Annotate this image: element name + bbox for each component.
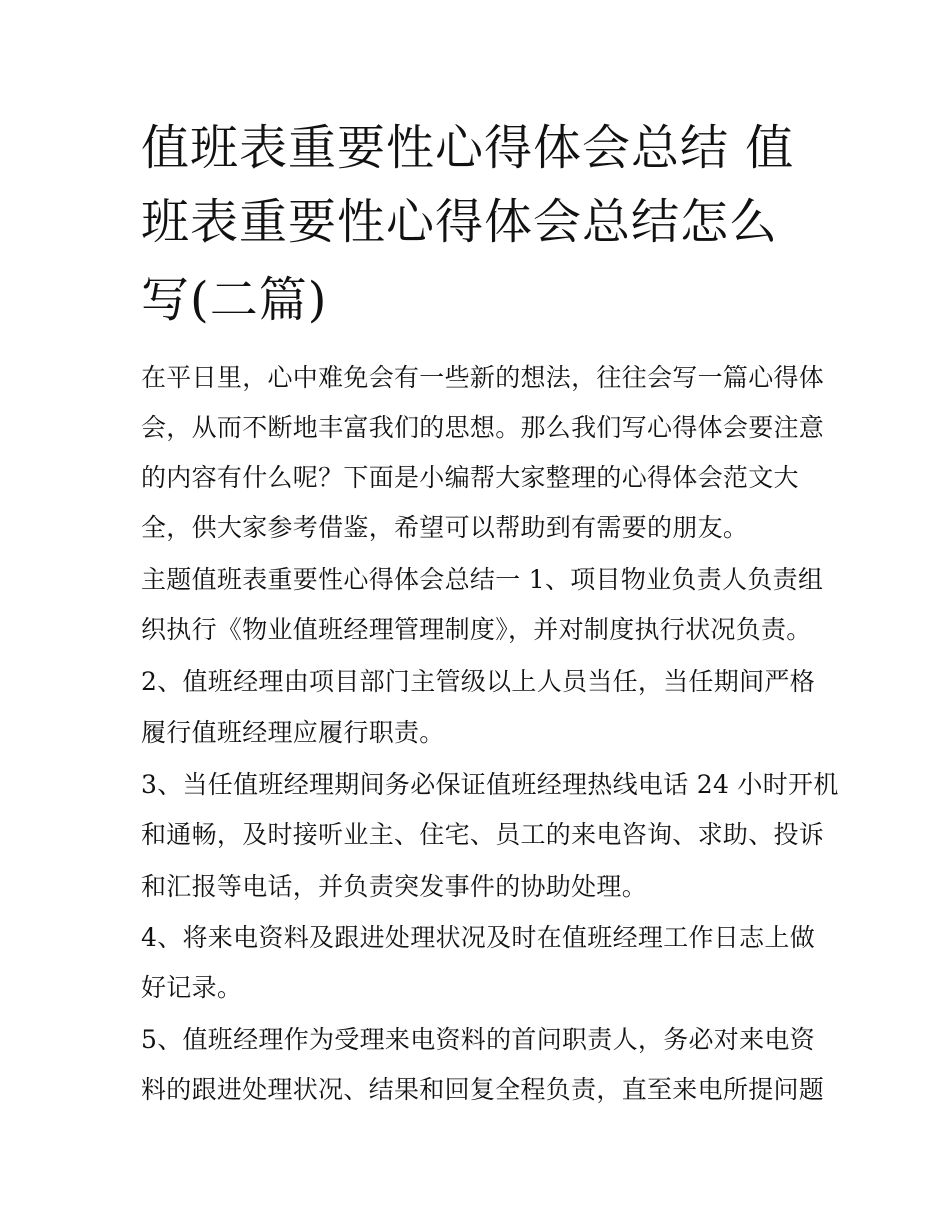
body-line: 5、值班经理作为受理来电资料的首问职责人，务必对来电资	[141, 1025, 816, 1054]
body-line: 料的跟进处理状况、结果和回复全程负责，直至来电所提问题	[141, 1075, 825, 1104]
body-line: 和汇报等电话，并负责突发事件的协助处理。	[141, 872, 648, 901]
body-line: 2、值班经理由项目部门主管级以上人员当任，当任期间严格	[141, 667, 816, 696]
body-line: 织执行《物业值班经理管理制度》，并对制度执行状况负责。	[141, 615, 812, 644]
body-line: 全，供大家参考借鉴，希望可以帮助到有需要的朋友。	[141, 513, 749, 542]
title-line: 写(二篇)	[141, 272, 328, 328]
body-line: 的内容有什么呢？下面是小编帮大家整理的心得体会范文大	[141, 463, 799, 492]
body-line: 主题值班表重要性心得体会总结一 1、项目物业负责人负责组	[141, 565, 824, 594]
body-line: 在平日里，心中难免会有一些新的想法，往往会写一篇心得体	[141, 363, 825, 392]
title-line: 班表重要性心得体会总结怎么	[141, 194, 779, 250]
body-line: 4、将来电资料及跟进处理状况及时在值班经理工作日志上做	[141, 923, 816, 952]
body-line: 好记录。	[141, 973, 243, 1002]
body-line: 会，从而不断地丰富我们的思想。那么我们写心得体会要注意	[141, 413, 825, 442]
body-line: 履行值班经理应履行职责。	[141, 718, 445, 747]
body-line: 和通畅，及时接听业主、住宅、员工的来电咨询、求助、投诉	[141, 820, 825, 849]
title-line: 值班表重要性心得体会总结 值	[141, 120, 795, 176]
body-line: 3、当任值班经理期间务必保证值班经理热线电话 24 小时开机	[141, 770, 839, 799]
